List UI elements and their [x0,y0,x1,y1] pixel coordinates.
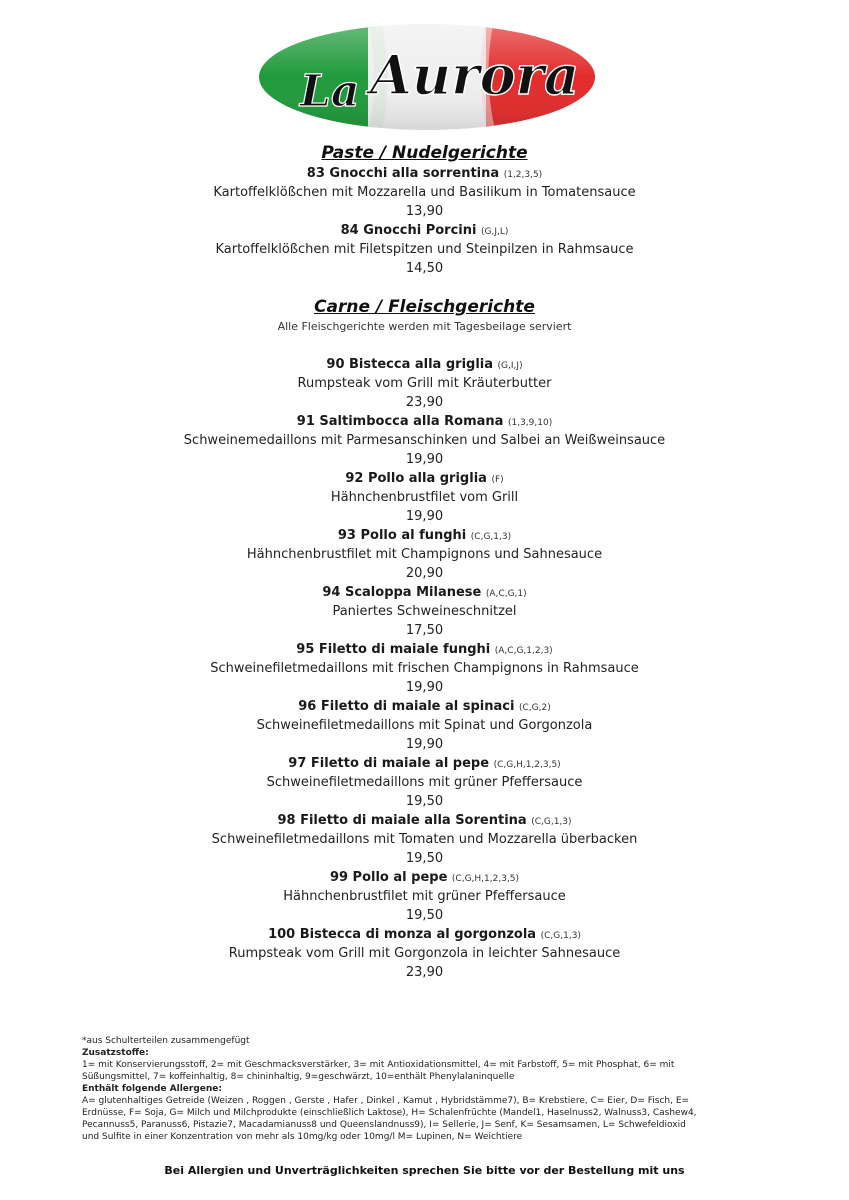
menu-item [0,697,849,754]
item-description: Schweinefiletmedaillons mit Tomaten und Mozzarella überbacken [211,832,638,847]
item-codes: (C,G,1,3) [540,931,581,941]
logo-text-aurora: Aurora [370,43,580,107]
additives-heading: Zusatzstoffe: [82,1048,149,1058]
item-name: 99 Pollo al pepe [329,870,448,885]
menu-item [0,164,849,221]
section-carne [0,296,849,982]
section-note: Alle Fleischgerichte werden mit Tagesbeilage serviert [277,320,572,333]
item-codes: (C,G,H,1,2,3,5) [493,760,561,770]
item-codes: (C,G,2) [519,703,551,713]
item-name: 97 Filetto di maiale al pepe [288,756,490,771]
allergen-footer [82,1035,702,1143]
item-codes: (F) [491,475,504,485]
menu-item [0,640,849,697]
item-price: 19,90 [405,680,444,695]
allergy-notice: Bei Allergien und Unverträglichkeiten sprechen Sie bitte vor der Bestellung mit uns [164,1164,685,1177]
item-codes: (C,G,1,3) [470,532,512,542]
allergens-text: A= glutenhaltiges Getreide (Weizen , Roggen , Gerste , Hafer , Dinkel , Kamut , Hybridstämme7), B= Krebstiere, C= Eier, D= Fisch, E= Erdnüsse, F= Soja, G= Milch und Milchprodukte (einschließlich Laktose), H= Schalenfrüchte (Mandel1, Haselnuss2, Walnuss3, Cashew4, Pecannuss5, Paranuss6, Pistazie7, Macadamianuss8 und Queenslandnuss9), I= Sellerie, J= Senf, K= Sesamsamen, L= Schwefeldioxid und Sulfite in einer Konzentration von mehr als 10mg/kg oder 10mg/l M= Lupinen, N= Weichtiere [82,1096,697,1142]
item-price: 17,50 [405,623,444,638]
item-description: Schweinefiletmedaillons mit frischen Champignons in Rahmsauce [210,661,639,676]
logo-text-la: La [300,66,360,117]
item-name: 98 Filetto di maiale alla Sorentina [277,813,527,828]
menu-item [0,412,849,469]
item-description: Schweinemedaillons mit Parmesanschinken und Salbei an Weißweinsauce [183,433,666,448]
menu-item [0,355,849,412]
item-codes: (G,J,L) [481,227,509,237]
item-name: 84 Gnocchi Porcini [340,223,477,238]
item-name: 83 Gnocchi alla sorrentina [306,166,500,181]
item-name: 90 Bistecca alla griglia [326,357,494,372]
menu-item [0,583,849,640]
item-description: Hähnchenbrustfilet mit Champignons und Sahnesauce [246,547,603,562]
item-description: Rumpsteak vom Grill mit Kräuterbutter [297,376,552,391]
item-description: Hähnchenbrustfilet vom Grill [330,490,519,505]
item-codes: (1,2,3,5) [503,170,543,180]
item-description: Rumpsteak vom Grill mit Gorgonzola in leichter Sahnesauce [228,946,621,961]
menu-item [0,868,849,925]
section-title: Paste / Nudelgerichte [321,143,528,163]
footnote: *aus Schulterteilen zusammengefügt [82,1036,250,1046]
item-name: 92 Pollo alla griglia [345,471,487,486]
menu-body [0,142,849,982]
item-price: 19,90 [405,452,444,467]
menu-item [0,925,849,982]
item-name: 96 Filetto di maiale al spinaci [298,699,515,714]
menu-item [0,469,849,526]
restaurant-logo [256,20,598,134]
item-price: 14,50 [405,261,444,276]
item-description: Kartoffelklößchen mit Filetspitzen und Steinpilzen in Rahmsauce [215,242,634,257]
menu-item [0,221,849,278]
item-price: 19,50 [405,851,444,866]
menu-item [0,754,849,811]
item-price: 19,50 [405,794,444,809]
item-codes: (G,I,J) [497,361,523,371]
section-spacer [0,278,849,296]
item-price: 20,90 [405,566,444,581]
item-name: 93 Pollo al funghi [337,528,467,543]
item-price: 19,50 [405,908,444,923]
section-paste [0,142,849,278]
item-price: 23,90 [405,965,444,980]
item-price: 13,90 [405,204,444,219]
item-codes: (A,C,G,1) [485,589,527,599]
item-description: Kartoffelklößchen mit Mozzarella und Basilikum in Tomatensauce [213,185,636,200]
item-name: 94 Scaloppa Milanese [322,585,482,600]
item-name: 91 Saltimbocca alla Romana [296,414,504,429]
item-price: 19,90 [405,737,444,752]
allergens-heading: Enthält folgende Allergene: [82,1084,223,1094]
item-description: Hähnchenbrustfilet mit grüner Pfeffersauce [283,889,566,904]
item-description: Schweinefiletmedaillons mit Spinat und Gorgonzola [256,718,593,733]
item-name: 100 Bistecca di monza al gorgonzola [268,927,537,942]
item-description: Paniertes Schweineschnitzel [332,604,517,619]
menu-item [0,526,849,583]
menu-item [0,811,849,868]
item-description: Schweinefiletmedaillons mit grüner Pfeffersauce [266,775,583,790]
item-codes: (A,C,G,1,2,3) [494,646,553,656]
item-price: 23,90 [405,395,444,410]
section-title: Carne / Fleischgerichte [314,297,535,317]
item-codes: (C,G,1,3) [531,817,572,827]
item-codes: (1,3,9,10) [507,418,553,428]
item-price: 19,90 [405,509,444,524]
additives-text: 1= mit Konservierungsstoff, 2= mit Geschmacksverstärker, 3= mit Antioxidationsmittel, 4= mit Farbstoff, 5= mit Phosphat, 6= mit Süßungsmittel, 7= koffeinhaltig, 8= chininhaltig, 9=geschwärzt, 10=enthält Phenylalaninquelle [82,1060,675,1082]
item-name: 95 Filetto di maiale funghi [296,642,491,657]
logo-graphic [256,20,598,134]
item-codes: (C,G,H,1,2,3,5) [451,874,520,884]
